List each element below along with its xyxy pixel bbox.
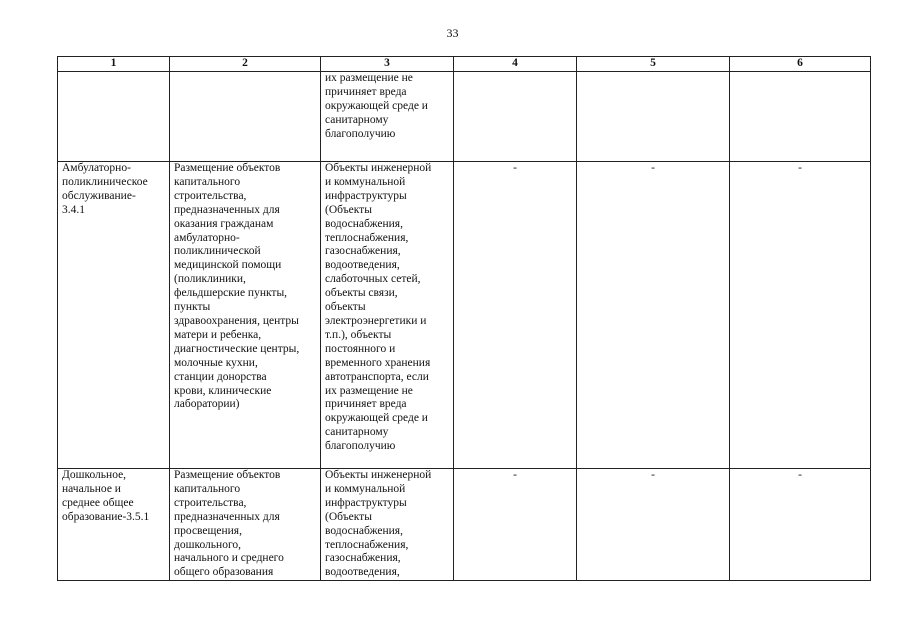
- column-header: 2: [170, 57, 321, 72]
- column-header: 4: [454, 57, 577, 72]
- table-cell: -: [454, 469, 577, 581]
- table-cell: [454, 72, 577, 162]
- table-cell: Размещение объектов капитального строительства, предназначенных для просвещения, дошкольного, начального и среднего общего образования: [170, 469, 321, 581]
- table-cell: -: [730, 162, 871, 469]
- table-cell: -: [454, 162, 577, 469]
- table-cell: Размещение объектов капитального строительства, предназначенных для оказания гражданам амбулаторно- поликлинической медицинской помощи (поликлиники, фельдшерские пункты, пункты здравоохранения, центры матери и ребенка, диагностические центры, молочные кухни, станции донорства крови, клинические лаборатории): [170, 162, 321, 469]
- table-row: [58, 162, 871, 469]
- table-cell: Объекты инженерной и коммунальной инфраструктуры (Объекты водоснабжения, теплоснабжения, газоснабжения, водоотведения,: [321, 469, 454, 581]
- table-cell: -: [577, 162, 730, 469]
- table-row: [58, 72, 871, 162]
- table-cell: [577, 72, 730, 162]
- zoning-table: [57, 56, 871, 581]
- page-number: 33: [446, 26, 459, 40]
- table-cell: их размещение не причиняет вреда окружающей среде и санитарному благополучию: [321, 72, 454, 162]
- table-header-row: [58, 57, 871, 72]
- column-header: 6: [730, 57, 871, 72]
- column-header: 5: [577, 57, 730, 72]
- table-cell: -: [577, 469, 730, 581]
- table-cell: [170, 72, 321, 162]
- column-header: 3: [321, 57, 454, 72]
- table-cell: Объекты инженерной и коммунальной инфраструктуры (Объекты водоснабжения, теплоснабжения, газоснабжения, водоотведения, слаботочных сетей, объекты связи, объекты электроэнергетики и т.п.), объекты постоянного и временного хранения автотранспорта, если их размещение не причиняет вреда окружающей среде и санитарному благополучию: [321, 162, 454, 469]
- column-header: 1: [58, 57, 170, 72]
- table-cell: [730, 72, 871, 162]
- table-cell: Дошкольное, начальное и среднее общее образование-3.5.1: [58, 469, 170, 581]
- table-cell: -: [730, 469, 871, 581]
- table-row: [58, 469, 871, 581]
- table-cell: Амбулаторно- поликлиническое обслуживание- 3.4.1: [58, 162, 170, 469]
- table-cell: [58, 72, 170, 162]
